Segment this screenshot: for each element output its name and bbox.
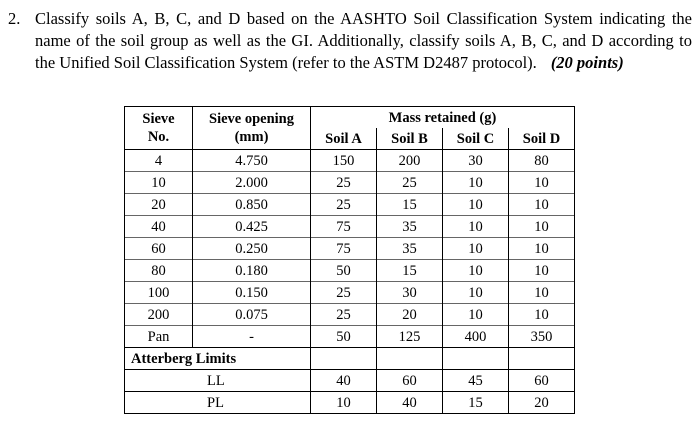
cell-sieve-no: 4 [125, 150, 193, 172]
cell-sieve-opening: 2.000 [193, 172, 311, 194]
atterberg-title: Atterberg Limits [125, 348, 311, 370]
sieve-rows [125, 150, 575, 348]
cell-sieve-opening: 4.750 [193, 150, 311, 172]
cell-soil-b: 40 [377, 392, 443, 414]
question-text: Classify soils A, B, C, and D based on the AASHTO Soil Classification System indicating the name of the soil group as well as the GI. Additionally, classify soils A, B, C, and D according to the Unified Soil Classification System (refer to the ASTM D2487 protocol). [35, 9, 692, 72]
cell-sieve-opening: 0.180 [193, 260, 311, 282]
question-number: 2. [8, 9, 21, 28]
question-points: (20 points) [550, 53, 624, 72]
cell-soil-a: 25 [311, 304, 377, 326]
cell-soil-c: 10 [443, 216, 509, 238]
cell-soil-b: 15 [377, 194, 443, 216]
header-soil-b: Soil B [377, 128, 443, 150]
cell-soil-c: 10 [443, 194, 509, 216]
cell-soil-a: 40 [311, 370, 377, 392]
cell-soil-c: 10 [443, 260, 509, 282]
header-sieve-no: Sieve No. [125, 107, 193, 150]
table-row [125, 260, 575, 282]
atterberg-rows [125, 370, 575, 414]
question-block [8, 8, 692, 74]
table-row [125, 282, 575, 304]
cell-soil-d: 20 [509, 392, 575, 414]
cell-sieve-no: 200 [125, 304, 193, 326]
cell-atterberg-label: PL [125, 392, 311, 414]
cell-soil-b: 15 [377, 260, 443, 282]
cell-soil-c: 30 [443, 150, 509, 172]
cell-sieve-no: 80 [125, 260, 193, 282]
cell-soil-a: 25 [311, 172, 377, 194]
cell-soil-d: 80 [509, 150, 575, 172]
cell-soil-b: 35 [377, 216, 443, 238]
cell-soil-a: 50 [311, 260, 377, 282]
cell-sieve-no: 100 [125, 282, 193, 304]
cell-sieve-opening: 0.425 [193, 216, 311, 238]
cell-soil-a: 50 [311, 326, 377, 348]
cell-soil-d: 10 [509, 194, 575, 216]
cell-soil-d: 10 [509, 216, 575, 238]
cell-sieve-no: 60 [125, 238, 193, 260]
cell-sieve-opening: - [193, 326, 311, 348]
cell-sieve-opening: 0.075 [193, 304, 311, 326]
cell-sieve-no: Pan [125, 326, 193, 348]
header-soil-d: Soil D [509, 128, 575, 150]
cell-sieve-no: 10 [125, 172, 193, 194]
cell-soil-b: 35 [377, 238, 443, 260]
cell-soil-d: 10 [509, 304, 575, 326]
cell-soil-d: 10 [509, 282, 575, 304]
cell-soil-d: 60 [509, 370, 575, 392]
header-sieve-opening: Sieve opening (mm) [193, 107, 311, 150]
cell-soil-b: 25 [377, 172, 443, 194]
header-soil-c: Soil C [443, 128, 509, 150]
table-row [125, 326, 575, 348]
cell-soil-a: 25 [311, 282, 377, 304]
cell-soil-b: 30 [377, 282, 443, 304]
cell-soil-c: 45 [443, 370, 509, 392]
table-row [125, 216, 575, 238]
table-row [125, 150, 575, 172]
cell-sieve-opening: 0.250 [193, 238, 311, 260]
cell-soil-d: 10 [509, 260, 575, 282]
header-mass-retained: Mass retained (g) [311, 107, 575, 129]
cell-soil-a: 75 [311, 216, 377, 238]
question-text-block [35, 8, 692, 74]
table-row [125, 238, 575, 260]
cell-soil-b: 200 [377, 150, 443, 172]
table-row [125, 392, 575, 414]
cell-soil-b: 20 [377, 304, 443, 326]
cell-soil-d: 10 [509, 238, 575, 260]
cell-sieve-opening: 0.150 [193, 282, 311, 304]
table-row [125, 172, 575, 194]
table-row [125, 194, 575, 216]
cell-soil-c: 10 [443, 282, 509, 304]
table-row [125, 304, 575, 326]
cell-soil-c: 10 [443, 172, 509, 194]
sieve-analysis-table [124, 106, 575, 414]
cell-soil-c: 15 [443, 392, 509, 414]
cell-soil-b: 125 [377, 326, 443, 348]
cell-soil-c: 400 [443, 326, 509, 348]
cell-soil-a: 75 [311, 238, 377, 260]
cell-soil-a: 10 [311, 392, 377, 414]
header-soil-a: Soil A [311, 128, 377, 150]
cell-sieve-opening: 0.850 [193, 194, 311, 216]
cell-sieve-no: 20 [125, 194, 193, 216]
cell-soil-a: 150 [311, 150, 377, 172]
cell-soil-d: 10 [509, 172, 575, 194]
cell-soil-b: 60 [377, 370, 443, 392]
cell-soil-a: 25 [311, 194, 377, 216]
table-row [125, 370, 575, 392]
cell-soil-d: 350 [509, 326, 575, 348]
cell-soil-c: 10 [443, 304, 509, 326]
cell-sieve-no: 40 [125, 216, 193, 238]
cell-soil-c: 10 [443, 238, 509, 260]
cell-atterberg-label: LL [125, 370, 311, 392]
